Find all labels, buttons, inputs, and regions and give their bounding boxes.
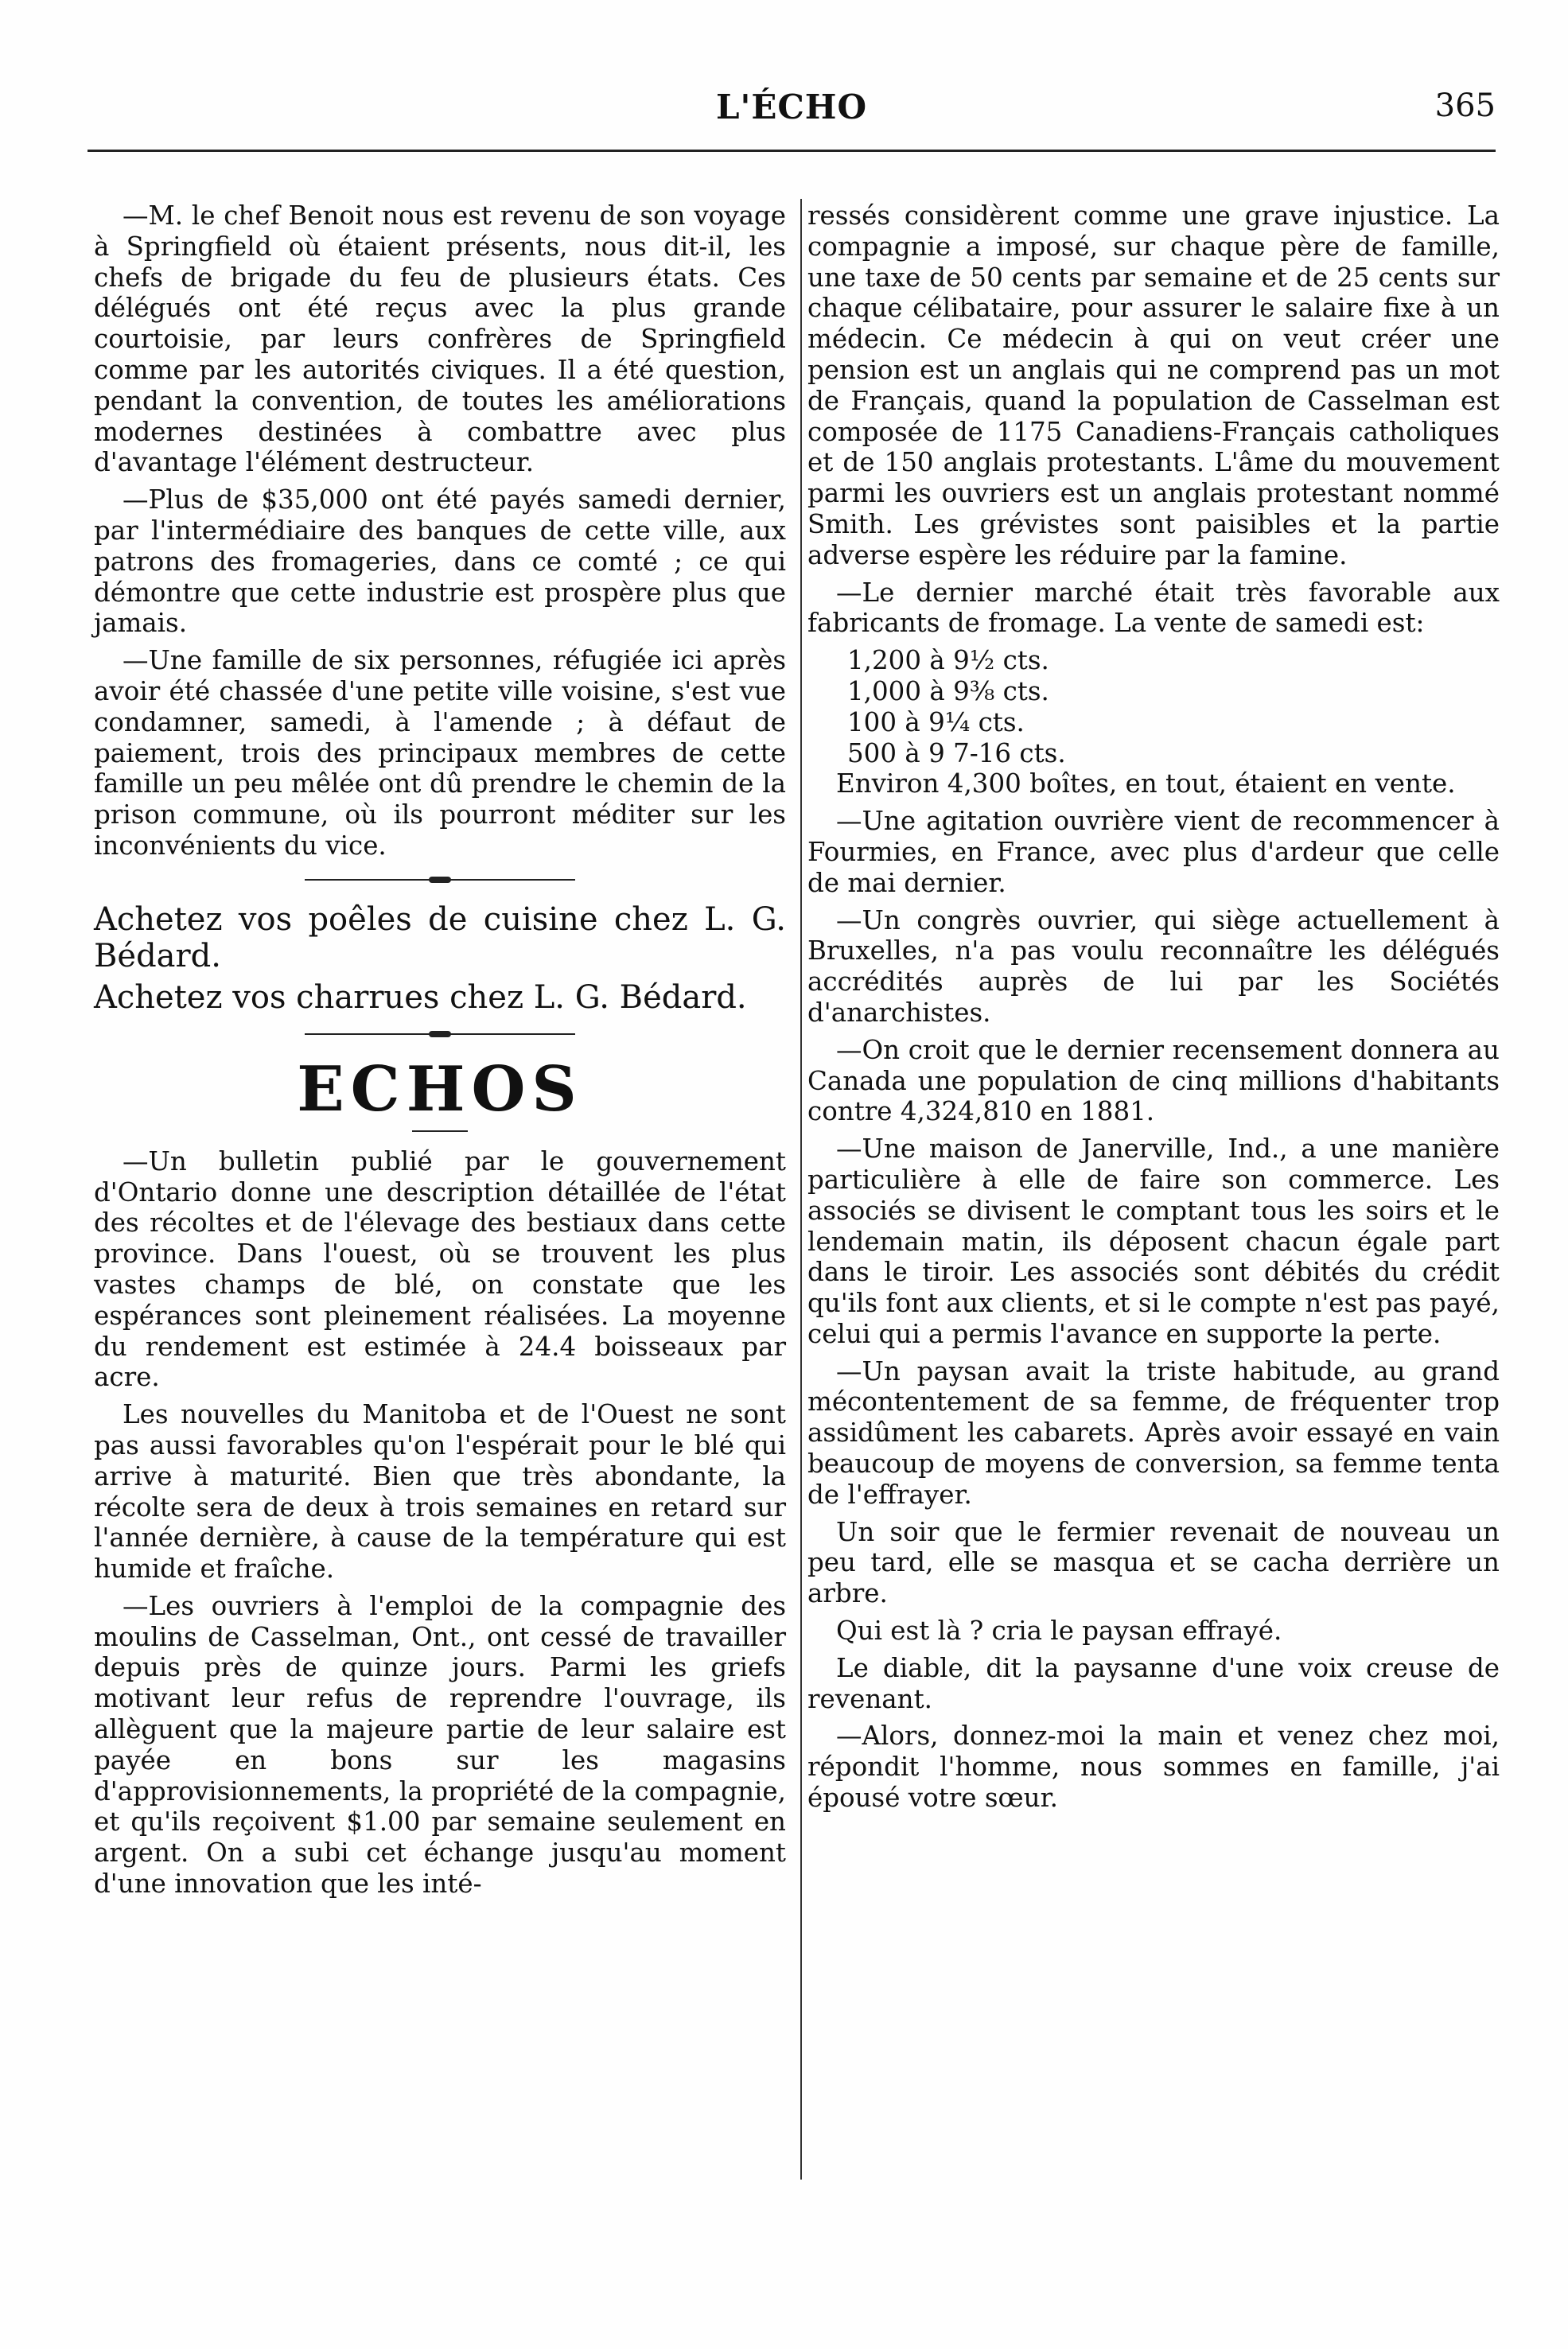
news-item-fourmies: —Une agitation ouvrière vient de recommencer à Fourmies, en France, avec plus d'ardeur que celle de mai dernier. — [807, 806, 1500, 898]
advert-charrues: Achetez vos charrues chez L. G. Bédard. — [94, 978, 747, 1016]
news-item-manitoba: Les nouvelles du Manitoba et de l'Ouest ne sont pas aussi favorables qu'on l'espérait pour le blé qui arrive à maturité. Bien que très abondante, la récolte sera de deux à trois semaines en retard sur l'année dernière, à cause de la température qui est humide et fraîche. — [94, 1399, 786, 1585]
news-item-casselman-cont: ressés considèrent comme une grave injustice. La compagnie a imposé, sur chaque père de famille, une taxe de 50 cents par semaine et de 25 cents sur chaque célibataire, pour assurer le salaire fixe à un médecin. Ce médecin à qui on veut créer une pension est un anglais qui ne comprend pas un mot de Français, quand la population de Casselman est composée de 1175 Canadiens-Français catholiques et de 150 anglais protestants. L'âme du mouvement parmi les ouvriers est un anglais protestant nommé Smith. Les grévistes sont paisibles et la partie adverse espère les réduire par la famine. — [807, 200, 1500, 570]
news-item-paysan: —Un paysan avait la triste habitude, au grand mécontentement de sa femme, de fréquenter trop assidûment les cabarets. Après avoir essayé en vain beaucoup de moyens de conversion, sa femme tenta de l'effrayer. — [807, 1355, 1500, 1510]
section-separator — [305, 879, 575, 881]
column-divider — [800, 199, 802, 2180]
news-item-paysan-diable: Le diable, dit la paysanne d'une voix creuse de revenant. — [807, 1652, 1500, 1714]
section-separator — [305, 1033, 575, 1035]
news-item-famille: —Une famille de six personnes, réfugiée ici après avoir été chassée d'une petite ville voisine, s'est vue condamner, samedi, à l'amende ; à défaut de paiement, trois des principaux membres de cette famille un peu mêlée ont dû prendre le chemin de la prison commune, où ils pourront méditer sur les inconvénients du vice. — [94, 645, 786, 861]
page-number: 365 — [1434, 88, 1496, 124]
page-header — [88, 80, 1496, 143]
news-item-ontario: —Un bulletin publié par le gouvernement d'Ontario donne une description détaillée de l'état des récoltes et de l'élevage des bestiaux dans cette province. Dans l'ouest, où se trouvent les plus vastes champs de blé, on constate que les espérances sont pleinement réalisées. La moyenne du rendement est estimée à 24.4 boisseaux par acre. — [94, 1145, 786, 1393]
market-row: 100 à 9¼ cts. — [847, 706, 1025, 737]
header-rule — [88, 150, 1496, 152]
market-row: 1,200 à 9½ cts. — [847, 645, 1049, 676]
news-item-recensement: —On croit que le dernier recensement donnera au Canada une population de cinq millions d'habitants contre 4,324,810 en 1881. — [807, 1034, 1500, 1127]
left-column — [94, 200, 786, 1906]
market-prices — [847, 645, 1500, 768]
echos-heading: ECHOS — [297, 1052, 583, 1126]
news-item-paysan-fin: —Alors, donnez-moi la main et venez chez moi, répondit l'homme, nous sommes en famille, j'ai épousé votre sœur. — [807, 1721, 1500, 1814]
news-item-fromageries: —Plus de $35,000 ont été payés samedi dernier, par l'intermédiaire des banques de cette ville, aux patrons des fromageries, dans ce comté ; ce qui démontre que cette industrie est prospère plus que jamais. — [94, 484, 786, 639]
market-row: 500 à 9 7-16 cts. — [847, 737, 1066, 768]
news-item-casselman: —Les ouvriers à l'emploi de la compagnie des moulins de Casselman, Ont., ont cessé de travailler depuis près de quinze jours. Parmi les griefs motivant leur refus de reprendre l'ouvrage, ils allèguent que la majeure partie de leur salaire est payée en bons sur les magasins d'approvisionnements, la propriété de la compagnie, et qu'ils reçoivent $1.00 par semaine seulement en argent. On a subi cet échange jusqu'au moment d'une innovation que les inté- — [94, 1590, 786, 1900]
news-item-marche: —Le dernier marché était très favorable aux fabricants de fromage. La vente de samedi est: — [807, 577, 1500, 639]
heading-rule — [412, 1130, 468, 1132]
right-column — [807, 200, 1500, 1820]
running-title: L'ÉCHO — [715, 88, 868, 126]
news-item-paysan-question: Qui est là ? cria le paysan effrayé. — [836, 1616, 1282, 1647]
news-item-paysan-soir: Un soir que le fermier revenait de nouveau un peu tard, elle se masqua et se cacha derrière un arbre. — [807, 1516, 1500, 1609]
news-item-boites: Environ 4,300 boîtes, en tout, étaient en vente. — [836, 768, 1456, 799]
news-item-bruxelles: —Un congrès ouvrier, qui siège actuellement à Bruxelles, n'a pas voulu reconnaître les délégués accrédités auprès de lui par les Sociétés d'anarchistes. — [807, 904, 1500, 1028]
market-row: 1,000 à 9⅜ cts. — [847, 675, 1049, 706]
news-item-janerville: —Une maison de Janerville, Ind., a une manière particulière à elle de faire son commerce. Les associés se divisent le comptant tous les soirs et le lendemain matin, ils déposent chacun égale part dans le tiroir. Les associés sont débités du crédit qu'ils font aux clients, et si le compte n'est pas payé, celui qui a permis l'avance en supporte la perte. — [807, 1134, 1500, 1349]
advert-poeles: Achetez vos poêles de cuisine chez L. G. Bédard. — [94, 900, 786, 974]
news-item-benoit: —M. le chef Benoit nous est revenu de son voyage à Springfield où étaient présents, nous dit-il, les chefs de brigade du feu de plusieurs états. Ces délégués ont été reçus avec la plus grande courtoisie, par leurs confrères de Springfield comme par les autorités civiques. Il a été question, pendant la convention, de toutes les améliorations modernes destinées à combattre avec plus d'avantage l'élément destructeur. — [94, 200, 786, 478]
